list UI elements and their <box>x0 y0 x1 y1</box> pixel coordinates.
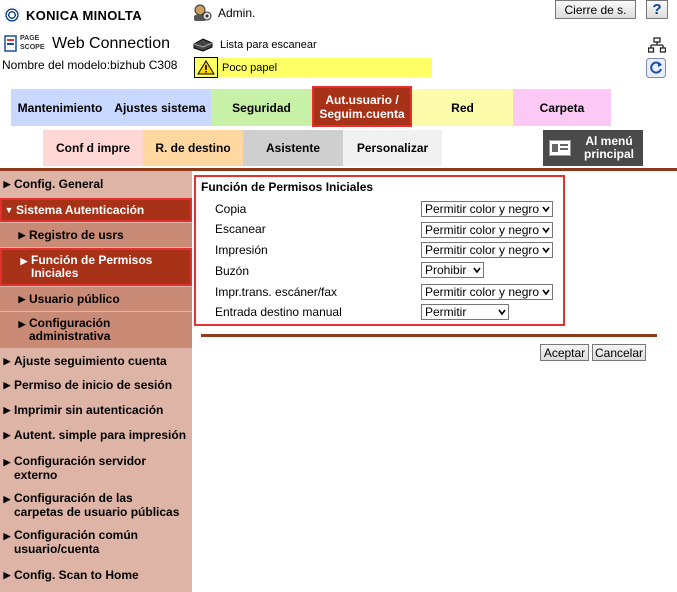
chevron-right-icon: ▶ <box>18 293 26 304</box>
pagescope-logo <box>4 34 170 54</box>
sidebar-item-label: Configuración común usuario/cuenta <box>14 528 138 556</box>
sidebar-item-funcion-de-permisos-iniciales[interactable] <box>0 248 192 286</box>
sidebar-item-label: Sistema Autenticación <box>16 203 145 217</box>
select-value: Prohibir <box>425 263 467 277</box>
refresh-icon[interactable] <box>646 58 666 78</box>
label-impr-trans-escaner-fax: Impr.trans. escáner/fax <box>215 285 338 299</box>
chevron-right-icon: ▶ <box>3 569 11 580</box>
label-impresion: Impresión <box>215 243 268 257</box>
tab-mantenimiento[interactable]: Mantenimiento <box>11 89 109 126</box>
sidebar-item-autent-simple-impresion[interactable] <box>0 423 192 447</box>
chevron-right-icon: ▶ <box>3 404 11 415</box>
help-button[interactable]: ? <box>646 0 668 19</box>
sidebar-item-label: Permiso de inicio de sesión <box>14 378 173 392</box>
network-icon[interactable] <box>648 37 666 53</box>
label-buzon: Buzón <box>215 264 250 278</box>
chevron-down-icon <box>542 205 550 213</box>
chevron-right-icon: ▶ <box>3 178 11 189</box>
pagescope-badge <box>4 34 48 54</box>
brand-logo <box>4 6 142 24</box>
chevron-right-icon: ▶ <box>3 531 11 541</box>
web-connection-title: Web Connection <box>52 35 170 52</box>
warning-icon <box>194 57 218 78</box>
tab-al-menu-principal[interactable] <box>543 130 643 166</box>
sidebar-item-label: Configuración de las carpetas de usuario públicas <box>14 491 180 519</box>
select-impresion[interactable] <box>421 242 553 258</box>
tab-seguridad[interactable]: Seguridad <box>211 89 312 126</box>
model-name: Nombre del modelo:bizhub C308 <box>2 58 178 72</box>
sidebar-item-label: Ajuste seguimiento cuenta <box>14 354 167 368</box>
tab-conf-d-impre[interactable]: Conf d impre <box>43 130 143 166</box>
sidebar-item-config-scan-to-home[interactable] <box>0 563 192 587</box>
scanner-icon <box>192 38 214 52</box>
label-escanear: Escanear <box>215 222 266 236</box>
sidebar-item-ajuste-seguimiento-cuenta[interactable] <box>0 349 192 373</box>
select-value: Permitir color y negro <box>425 285 540 299</box>
sidebar-item-label: Configuración administrativa <box>29 316 111 343</box>
chevron-down-icon <box>473 266 481 274</box>
admin-user-icon <box>192 4 212 22</box>
main-menu-icon <box>549 140 571 156</box>
chevron-right-icon: ▶ <box>20 256 28 266</box>
select-value: Permitir <box>425 305 467 319</box>
sidebar-item-imprimir-sin-autenticacion[interactable] <box>0 398 192 422</box>
sidebar-item-config-general[interactable] <box>0 172 192 196</box>
sidebar-item-label: Usuario público <box>29 292 120 306</box>
select-buzon[interactable] <box>421 262 484 278</box>
ok-button[interactable]: Aceptar <box>540 344 589 361</box>
sidebar-item-label: Autent. simple para impresión <box>14 428 187 442</box>
chevron-down-icon <box>542 246 550 254</box>
sidebar-item-configuracion-servidor-externo[interactable] <box>0 449 192 485</box>
tab-r-de-destino[interactable]: R. de destino <box>143 130 243 166</box>
tab-asistente[interactable]: Asistente <box>243 130 343 166</box>
sidebar-item-configuracion-administrativa[interactable] <box>0 312 192 348</box>
sidebar-item-label: Config. General <box>14 177 104 191</box>
sidebar-item-label: Configuración servidor externo <box>14 454 147 482</box>
chevron-down-icon <box>542 226 550 234</box>
sidebar-item-label: Función de Permisos Iniciales <box>31 253 153 280</box>
tab-personalizar[interactable]: Personalizar <box>343 130 442 166</box>
sidebar-item-label: Registro de usrs <box>29 228 124 242</box>
chevron-down-icon: ▼ <box>4 205 14 215</box>
sidebar-item-configuracion-carpetas-usuario-publicas[interactable] <box>0 487 192 523</box>
warning-banner[interactable] <box>194 58 432 77</box>
select-escanear[interactable] <box>421 222 553 238</box>
warning-text: Poco papel <box>222 61 278 74</box>
cancel-button[interactable]: Cancelar <box>592 344 646 361</box>
sidebar-item-sistema-autenticacion[interactable] <box>0 198 192 222</box>
logout-button[interactable]: Cierre de s. <box>555 0 636 19</box>
sidebar-item-usuario-publico[interactable] <box>0 287 192 311</box>
al-menu-principal-label: Al menú principal <box>583 134 634 161</box>
sidebar-item-label: Config. Scan to Home <box>14 568 139 582</box>
scan-status-text: Lista para escanear <box>220 39 317 51</box>
chevron-down-icon <box>498 308 506 316</box>
chevron-right-icon: ▶ <box>3 429 11 440</box>
form-divider <box>201 334 657 337</box>
sidebar-item-label: Imprimir sin autenticación <box>14 403 164 417</box>
user-name: Admin. <box>218 6 256 20</box>
brand-name: KONICA MINOLTA <box>26 7 142 23</box>
sidebar-item-registro-de-usrs[interactable] <box>0 223 192 247</box>
select-value: Permitir color y negro <box>425 223 540 237</box>
pagescope-top: PAGE <box>20 35 40 42</box>
select-copia[interactable] <box>421 201 553 217</box>
select-entrada-destino-manual[interactable] <box>421 304 509 320</box>
chevron-right-icon: ▶ <box>18 319 26 329</box>
chevron-right-icon: ▶ <box>3 457 11 467</box>
tab-carpeta[interactable]: Carpeta <box>513 89 611 126</box>
label-copia: Copia <box>215 202 247 216</box>
chevron-right-icon: ▶ <box>3 494 11 504</box>
tab-aut-usuario-seguim-cuenta[interactable]: Aut.usuario / Seguim.cuenta <box>312 86 412 127</box>
select-value: Permitir color y negro <box>425 202 540 216</box>
sidebar-item-configuracion-comun-usuario-cuenta[interactable] <box>0 524 192 560</box>
chevron-right-icon: ▶ <box>3 355 11 366</box>
tab-red[interactable]: Red <box>412 89 513 126</box>
tab-ajustes-sistema[interactable]: Ajustes sistema <box>109 89 211 126</box>
chevron-right-icon: ▶ <box>18 229 26 240</box>
select-impr-trans-escaner-fax[interactable] <box>421 284 553 300</box>
label-entrada-destino-manual: Entrada destino manual <box>215 305 342 319</box>
select-value: Permitir color y negro <box>425 243 540 257</box>
chevron-down-icon <box>542 288 550 296</box>
pagescope-bottom: SCOPE <box>20 44 45 51</box>
sidebar-item-permiso-inicio-sesion[interactable] <box>0 373 192 397</box>
pagescope-icon <box>4 35 18 53</box>
chevron-right-icon: ▶ <box>3 379 11 390</box>
scan-status <box>192 35 317 55</box>
page-title: Función de Permisos Iniciales <box>201 180 374 194</box>
konica-minolta-globe-icon <box>4 7 20 23</box>
user-info <box>192 3 255 23</box>
